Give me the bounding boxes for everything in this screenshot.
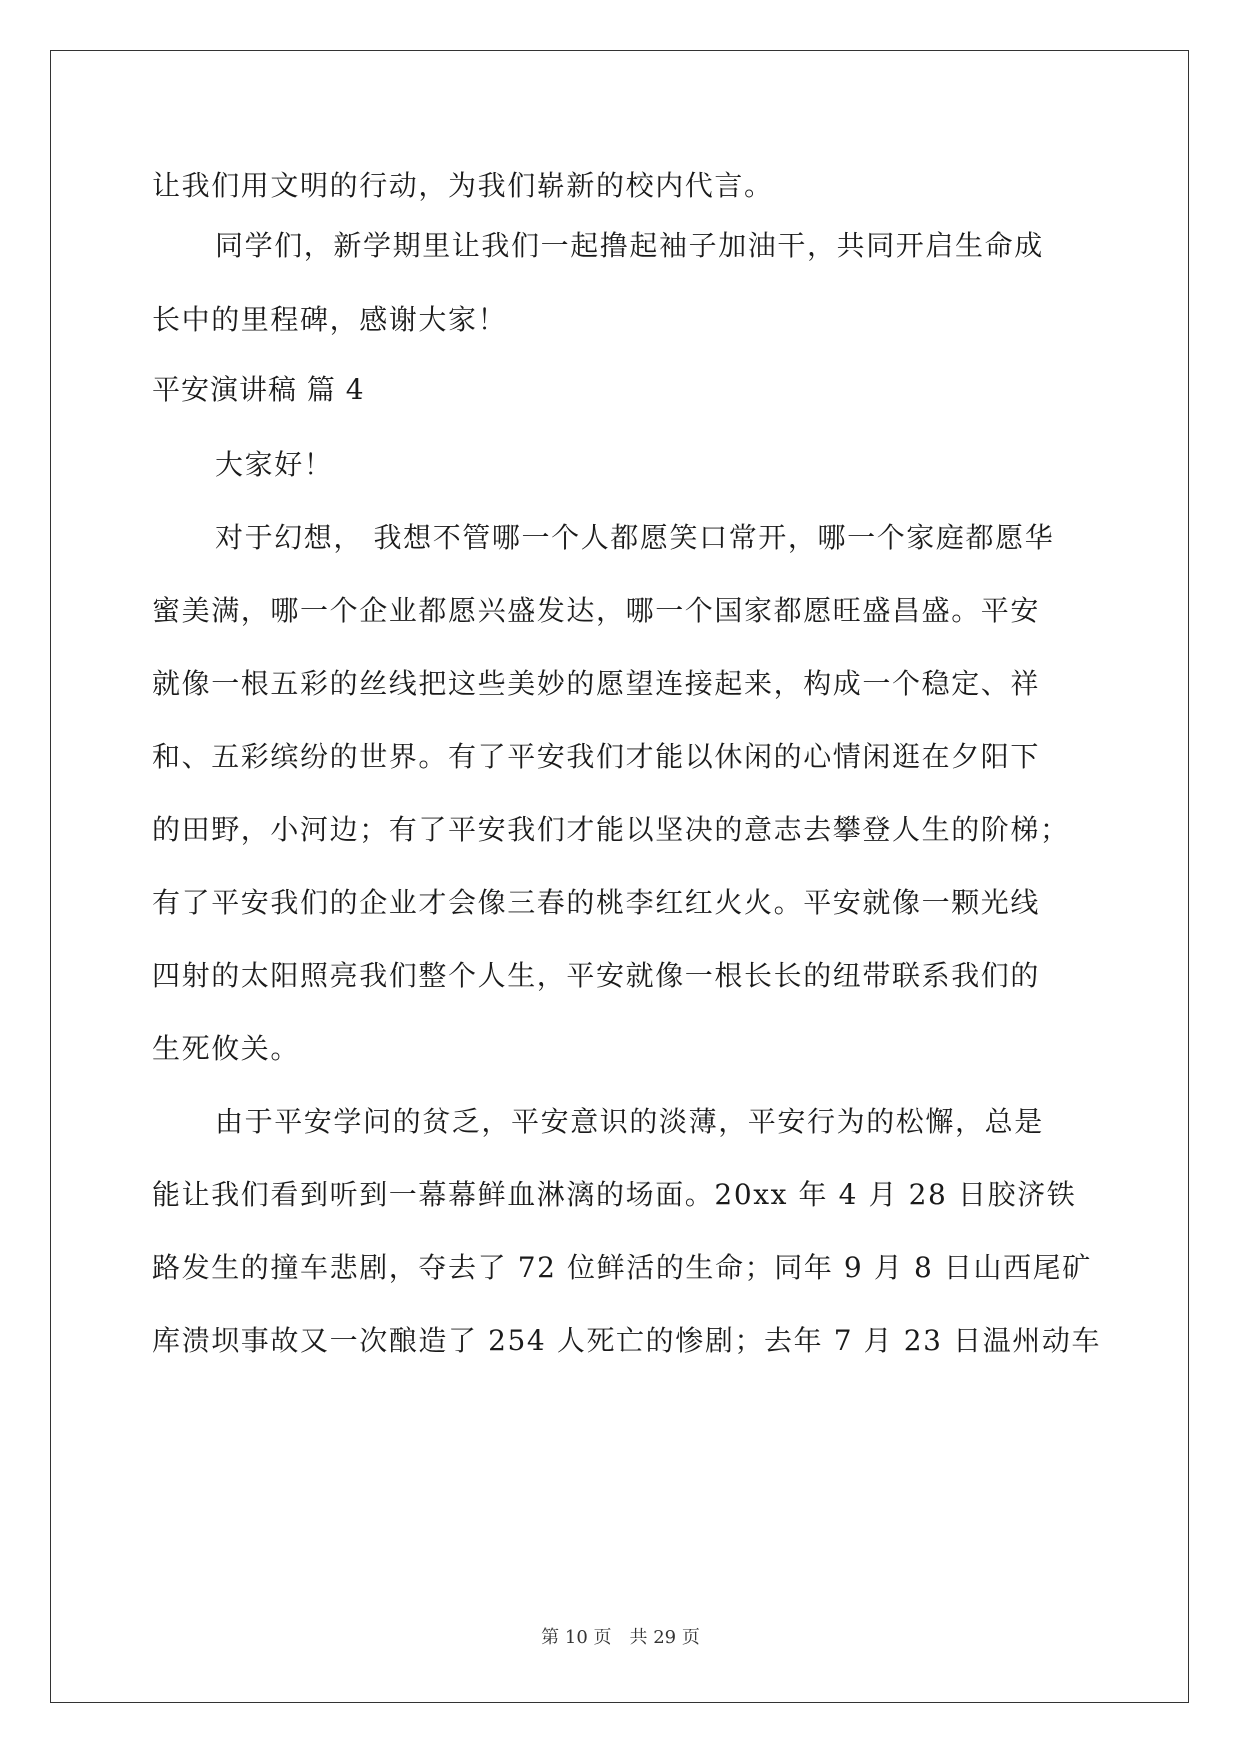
paragraph-line: 让我们用文明的行动，为我们崭新的校内代言。 — [152, 169, 774, 202]
paragraph-line: 长中的里程碑，感谢大家！ — [152, 303, 508, 336]
page-number-footer: 第 10 页 共 29 页 — [541, 1627, 700, 1648]
paragraph-line: 由于平安学问的贫乏，平安意识的淡薄，平安行为的松懈，总是 — [215, 1105, 1044, 1138]
paragraph-line: 和、五彩缤纷的世界。有了平安我们才能以休闲的心情闲逛在夕阳下 — [152, 740, 1041, 773]
paragraph-line: 的田野，小河边；有了平安我们才能以坚决的意志去攀登人生的阶梯； — [152, 813, 1070, 846]
paragraph-line: 同学们，新学期里让我们一起撸起袖子加油干，共同开启生命成 — [215, 229, 1044, 262]
paragraph-line: 库溃坝事故又一次酿造了 254 人死亡的惨剧；去年 7 月 23 日温州动车 — [152, 1324, 1102, 1357]
paragraph-line: 对于幻想， 我想不管哪一个人都愿笑口常开，哪一个家庭都愿华 — [215, 521, 1055, 554]
paragraph-line: 生死攸关。 — [152, 1032, 301, 1065]
page-border — [50, 50, 1189, 1703]
paragraph-line: 四射的太阳照亮我们整个人生，平安就像一根长长的纽带联系我们的 — [152, 959, 1041, 992]
section-heading: 平安演讲稿 篇 4 — [152, 373, 365, 406]
paragraph-line: 蜜美满，哪一个企业都愿兴盛发达，哪一个国家都愿旺盛昌盛。平安 — [152, 594, 1041, 627]
paragraph-line: 有了平安我们的企业才会像三春的桃李红红火火。平安就像一颗光线 — [152, 886, 1041, 919]
paragraph-line: 能让我们看到听到一幕幕鲜血淋漓的场面。20xx 年 4 月 28 日胶济铁 — [152, 1178, 1077, 1211]
greeting-line: 大家好！ — [215, 448, 334, 481]
paragraph-line: 就像一根五彩的丝线把这些美妙的愿望连接起来，构成一个稳定、祥 — [152, 667, 1041, 700]
paragraph-line: 路发生的撞车悲剧，夺去了 72 位鲜活的生命；同年 9 月 8 日山西尾矿 — [152, 1251, 1092, 1284]
